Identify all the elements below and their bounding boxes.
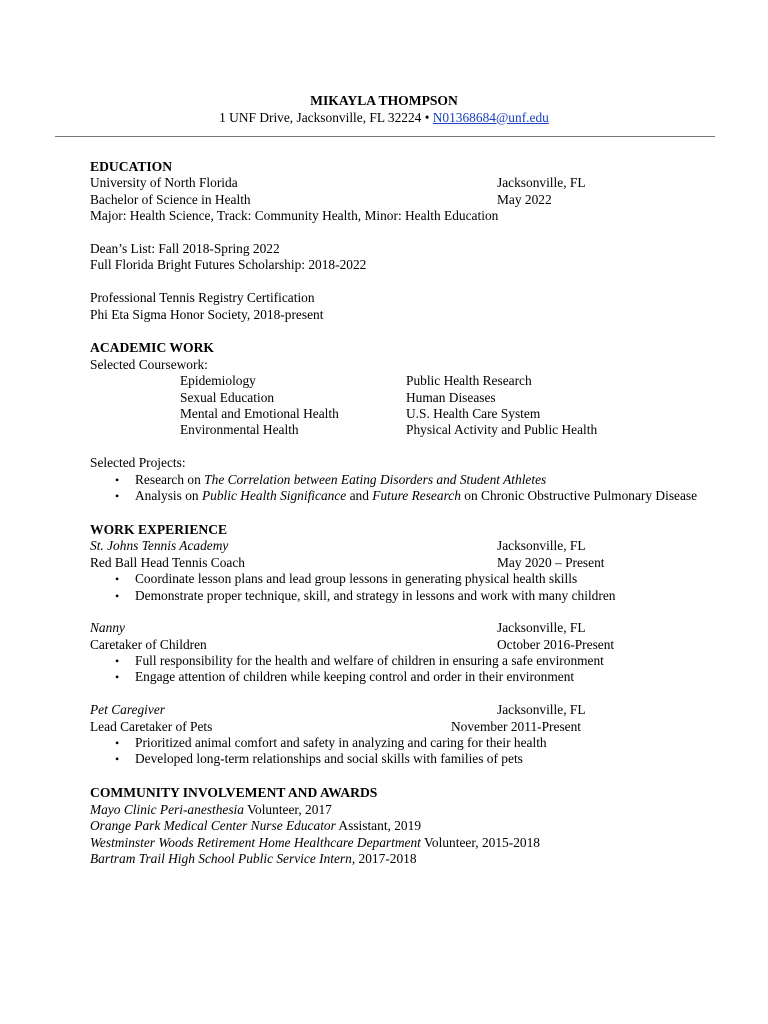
job-org-row xyxy=(90,702,710,718)
job-bullet xyxy=(90,588,710,604)
job-bullet xyxy=(90,735,710,751)
job-bullets xyxy=(90,735,710,768)
coursework-column-left xyxy=(180,373,339,439)
job-bullets xyxy=(90,571,710,604)
job-dates: November 2011-Present xyxy=(451,718,582,734)
job-bullet xyxy=(90,571,710,587)
job-title-row xyxy=(90,719,710,735)
bullet-text: Engage attention of children while keeping control and order in their environment xyxy=(135,669,575,685)
job-bullet xyxy=(90,669,710,685)
bullet-icon: • xyxy=(115,670,120,685)
job-bullet xyxy=(90,653,710,669)
deans-list: Dean’s List: Fall 2018-Spring 2022 xyxy=(90,240,280,256)
community-org: Orange Park Medical Center Nurse Educator xyxy=(90,818,336,834)
projects-list xyxy=(90,472,710,505)
bullet-icon: • xyxy=(115,472,120,487)
coursework-list xyxy=(90,373,710,439)
resume-header xyxy=(0,93,768,126)
job-location: Jacksonville, FL xyxy=(497,538,586,554)
project-text: and xyxy=(346,488,373,503)
community-org: Mayo Clinic Peri-anesthesia xyxy=(90,801,244,817)
community-item xyxy=(90,835,710,851)
academic-heading: ACADEMIC WORK xyxy=(90,340,214,356)
candidate-name: MIKAYLA THOMPSON xyxy=(310,93,458,108)
coursework-label: Selected Coursework: xyxy=(90,356,208,372)
project-title: Future Research xyxy=(372,488,461,503)
bullet-text: Prioritized animal comfort and safety in analyzing and caring for their health xyxy=(135,735,547,751)
job-location: Jacksonville, FL xyxy=(497,702,586,718)
community-item xyxy=(90,802,710,818)
bullet-icon: • xyxy=(115,588,120,603)
honor-society: Phi Eta Sigma Honor Society, 2018-present xyxy=(90,306,324,322)
job-title: Red Ball Head Tennis Coach xyxy=(90,554,246,570)
project-text: Research on xyxy=(135,471,205,487)
bullet-text: Demonstrate proper technique, skill, and strategy in lessons and work with many children xyxy=(135,587,616,603)
job-org-row xyxy=(90,620,710,636)
course-item: Epidemiology xyxy=(180,373,256,389)
course-item: Public Health Research xyxy=(406,373,532,389)
bullet-icon: • xyxy=(115,654,120,669)
community-org: Bartram Trail High School Public Service Intern xyxy=(90,850,352,866)
major-line: Major: Health Science, Track: Community Health, Minor: Health Education xyxy=(90,208,499,224)
job-org: Nanny xyxy=(90,620,125,636)
course-item: Human Diseases xyxy=(406,389,496,405)
job-bullets xyxy=(90,653,710,686)
community-role: Volunteer, 2017 xyxy=(243,801,332,817)
school-row xyxy=(90,175,710,191)
job-org-row xyxy=(90,538,710,554)
job-entry xyxy=(90,702,710,768)
job-location: Jacksonville, FL xyxy=(497,620,586,636)
degree-date: May 2022 xyxy=(497,191,552,207)
project-title: Public Health Significance xyxy=(201,488,347,503)
job-title-row xyxy=(90,637,710,653)
work-heading: WORK EXPERIENCE xyxy=(90,521,228,537)
community-role: Assistant, 2019 xyxy=(335,818,422,834)
bullet-text: Developed long-term relationships and social skills with families of pets xyxy=(135,751,523,767)
coursework-column-right xyxy=(406,373,597,439)
job-dates: October 2016-Present xyxy=(497,636,615,652)
projects-label: Selected Projects: xyxy=(90,455,186,471)
certification: Professional Tennis Registry Certification xyxy=(90,290,315,306)
community-item xyxy=(90,851,710,867)
course-item: U.S. Health Care System xyxy=(406,406,541,421)
header-divider xyxy=(55,136,715,137)
course-item: Mental and Emotional Health xyxy=(180,406,339,421)
project-title: The Correlation between Eating Disorders and Student Athletes xyxy=(204,471,547,487)
school-name: University of North Florida xyxy=(90,175,238,191)
resume-body xyxy=(90,159,710,867)
job-title-row xyxy=(90,555,710,571)
job-bullet xyxy=(90,751,710,767)
job-org: St. Johns Tennis Academy xyxy=(90,538,229,554)
job-org: Pet Caregiver xyxy=(90,702,165,718)
course-item: Environmental Health xyxy=(180,422,299,438)
project-item xyxy=(90,472,710,488)
bullet-icon: • xyxy=(115,736,120,751)
community-item xyxy=(90,818,710,834)
bullet-text: Full responsibility for the health and welfare of children in ensuring a safe environment xyxy=(135,653,604,669)
school-location: Jacksonville, FL xyxy=(497,175,586,191)
community-role: Volunteer, 2015-2018 xyxy=(420,834,540,850)
community-role: , 2017-2018 xyxy=(351,850,417,866)
job-dates: May 2020 – Present xyxy=(497,554,605,570)
degree-name: Bachelor of Science in Health xyxy=(90,191,251,207)
contact-line xyxy=(0,110,768,127)
bullet-icon: • xyxy=(115,489,120,503)
email-link[interactable]: N01368684@unf.edu xyxy=(432,109,549,125)
job-title: Caretaker of Children xyxy=(90,636,207,652)
project-item xyxy=(90,488,710,504)
degree-row xyxy=(90,192,710,208)
bullet-text: Coordinate lesson plans and lead group lessons in generating physical health skills xyxy=(135,571,578,587)
bullet-icon: • xyxy=(115,572,120,587)
job-entry xyxy=(90,620,710,686)
scholarship: Full Florida Bright Futures Scholarship: 2018-2022 xyxy=(90,257,367,273)
project-text: on Chronic Obstructive Pulmonary Disease xyxy=(460,488,698,503)
job-title: Lead Caretaker of Pets xyxy=(90,718,213,734)
address: 1 UNF Drive, Jacksonville, FL 32224 • xyxy=(219,109,433,125)
community-org: Westminster Woods Retirement Home Healthcare Department xyxy=(90,834,421,850)
bullet-icon: • xyxy=(115,752,120,767)
education-heading: EDUCATION xyxy=(90,159,173,174)
community-heading: COMMUNITY INVOLVEMENT AND AWARDS xyxy=(90,785,378,801)
job-entry xyxy=(90,538,710,604)
course-item: Sexual Education xyxy=(180,389,275,405)
course-item: Physical Activity and Public Health xyxy=(406,422,598,438)
project-text: Analysis on xyxy=(135,488,202,503)
